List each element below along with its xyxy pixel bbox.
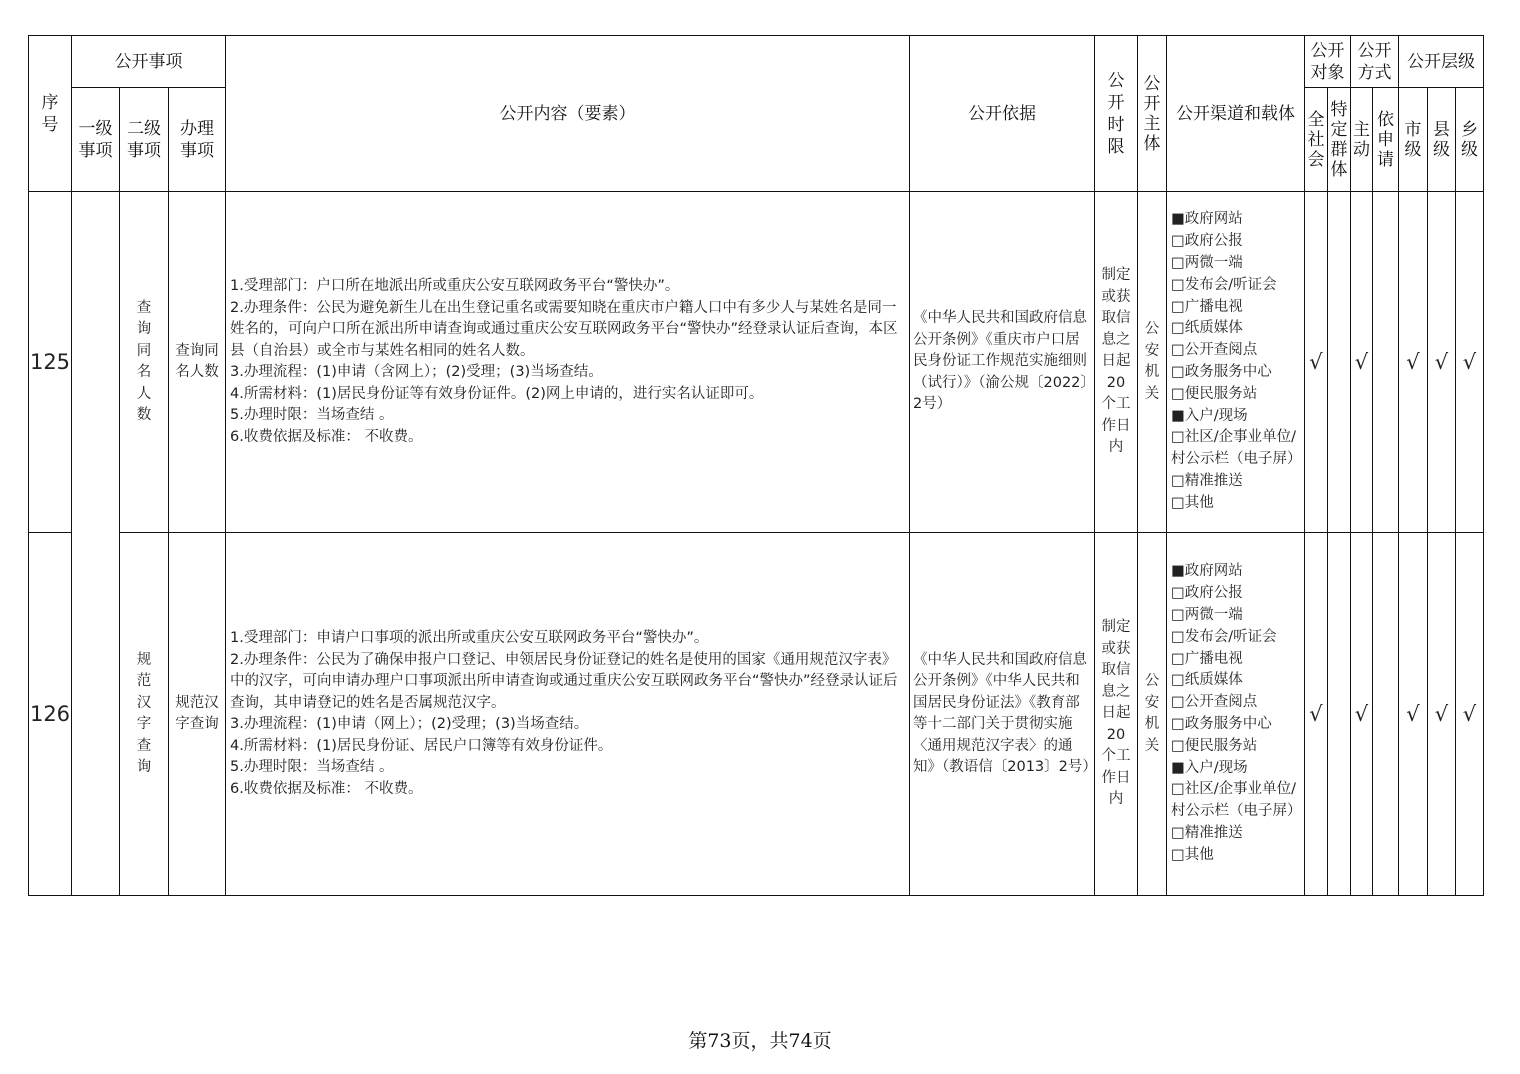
content-line: 2.办理条件：公民为了确保申报户口登记、申领居民身份证登记的姓名是使用的国家《通用规范汉字表》中的汉字，可向申请办理户口事项派出所申请查询或通过重庆公安互联网政务平台“警快办”经登录认证后查询，其申请登记的姓名是否属规范汉字。 [230, 651, 898, 711]
channel-item: □便民服务站 [1171, 385, 1258, 402]
check-method-request [1373, 533, 1399, 896]
row-handle: 规范汉字查询 [169, 533, 226, 896]
row-content [226, 533, 910, 896]
content-line: 5.办理时限：当场查结 。 [230, 759, 394, 775]
channel-item: □政务服务中心 [1171, 716, 1272, 732]
row-seq: 126 [29, 533, 72, 896]
channel-item: □便民服务站 [1171, 737, 1258, 754]
check-target-all: √ [1305, 192, 1328, 533]
channel-item: □发布会/听证会 [1171, 276, 1277, 293]
header-seq: 序号 [29, 36, 72, 192]
check-method-request [1373, 192, 1399, 533]
content-line: 4.所需材料：(1)居民身份证、居民户口簿等有效身份证件。 [230, 737, 613, 754]
disclosure-table [28, 35, 1484, 896]
row-level2: 规范汉字查询 [120, 533, 169, 896]
header-target-specific: 特定群体 [1328, 88, 1351, 192]
channel-item: □政府公报 [1171, 233, 1243, 250]
check-level-town: √ [1456, 192, 1484, 533]
check-target-specific [1328, 533, 1351, 896]
row-level2: 查询同名人数 [120, 192, 169, 533]
header-method-request: 依申请 [1373, 88, 1399, 192]
check-level-county: √ [1428, 192, 1456, 533]
check-level-city: √ [1399, 192, 1428, 533]
channel-item: □纸质媒体 [1171, 320, 1243, 337]
channel-item: □两微一端 [1171, 607, 1243, 624]
row-channels [1167, 533, 1305, 896]
check-level-city: √ [1399, 533, 1428, 896]
channel-item: □公开查阅点 [1171, 342, 1258, 359]
table-row [29, 192, 1484, 533]
check-target-all: √ [1305, 533, 1328, 896]
channel-item: □两微一端 [1171, 255, 1243, 272]
header-level-city: 市级 [1399, 88, 1428, 192]
channel-item: □纸质媒体 [1171, 672, 1243, 689]
content-line: 1.受理部门：申请户口事项的派出所或重庆公安互联网政务平台“警快办”。 [230, 630, 709, 646]
content-line: 3.办理流程：(1)申请（网上）；(2)受理；(3)当场查结。 [230, 716, 589, 732]
row-handle: 查询同名人数 [169, 192, 226, 533]
content-line: 3.办理流程：(1)申请（含网上）；(2)受理；(3)当场查结。 [230, 364, 603, 380]
header-time-limit: 公开时限 [1095, 36, 1138, 192]
row-level1 [72, 192, 120, 896]
header-method-active: 主动 [1351, 88, 1373, 192]
header-target: 公开对象 [1305, 36, 1351, 88]
header-level1: 一级事项 [72, 88, 120, 192]
check-level-county: √ [1428, 533, 1456, 896]
channel-item: □公开查阅点 [1171, 694, 1258, 711]
channel-item: ■政府网站 [1171, 563, 1243, 580]
content-line: 6.收费依据及标准： 不收费。 [230, 428, 423, 445]
check-method-active: √ [1351, 192, 1373, 533]
channel-item: □社区/企事业单位/村公示栏（电子屏） [1171, 429, 1302, 468]
header-level-county: 县级 [1428, 88, 1456, 192]
header-content: 公开内容（要素） [226, 36, 910, 192]
header-basis: 公开依据 [910, 36, 1095, 192]
row-basis: 《中华人民共和国政府信息公开条例》《中华人民共和国居民身份证法》《教育部等十二部门关于贯彻实施〈通用规范汉字表〉的通知》（教语信〔2013〕2号） [910, 533, 1095, 896]
channel-item: □其他 [1171, 846, 1214, 863]
row-time-limit: 制定或获取信息之日起20个工作日内 [1095, 192, 1138, 533]
channel-item: ■政府网站 [1171, 211, 1243, 228]
header-target-all: 全社会 [1305, 88, 1328, 192]
check-target-specific [1328, 192, 1351, 533]
header-method: 公开方式 [1351, 36, 1399, 88]
channel-item: □政府公报 [1171, 585, 1243, 602]
header-level-town: 乡级 [1456, 88, 1484, 192]
row-channels [1167, 192, 1305, 533]
channel-item: □政务服务中心 [1171, 364, 1272, 380]
content-line: 1.受理部门：户口所在地派出所或重庆公安互联网政务平台“警快办”。 [230, 278, 680, 294]
row-content [226, 192, 910, 533]
channel-item: ■入户/现场 [1171, 759, 1248, 776]
page-footer: 第73页，共74页 [688, 1030, 832, 1052]
header-handle: 办理事项 [169, 88, 226, 192]
table-row [29, 533, 1484, 896]
channel-item: □精准推送 [1171, 472, 1243, 489]
channel-item: ■入户/现场 [1171, 407, 1248, 424]
row-time-limit: 制定或获取信息之日起20个工作日内 [1095, 533, 1138, 896]
channel-item: □广播电视 [1171, 650, 1243, 667]
header-public-items: 公开事项 [72, 36, 226, 88]
content-line: 4.所需材料：(1)居民身份证等有效身份证件。(2)网上申请的，进行实名认证即可。 [230, 385, 764, 402]
content-line: 2.办理条件：公民为避免新生儿在出生登记重名或需要知晓在重庆市户籍人口中有多少人与某姓名是同一姓名的，可向户口所在派出所申请查询或通过重庆公安互联网政务平台“警快办”经登录认证后查询，本区县（自治县）或全市与某姓名相同的姓名人数。 [230, 299, 898, 359]
check-level-town: √ [1456, 533, 1484, 896]
header-channel: 公开渠道和载体 [1167, 36, 1305, 192]
row-subject: 公安机关 [1138, 192, 1167, 533]
channel-item: □精准推送 [1171, 824, 1243, 841]
check-method-active: √ [1351, 533, 1373, 896]
content-line: 5.办理时限：当场查结 。 [230, 407, 394, 423]
channel-item: □发布会/听证会 [1171, 628, 1277, 645]
row-seq: 125 [29, 192, 72, 533]
channel-item: □社区/企事业单位/村公示栏（电子屏） [1171, 781, 1302, 820]
header-level2: 二级事项 [120, 88, 169, 192]
row-subject: 公安机关 [1138, 533, 1167, 896]
row-basis: 《中华人民共和国政府信息公开条例》《重庆市户口居民身份证工作规范实施细则（试行）》（渝公规〔2022〕2号） [910, 192, 1095, 533]
channel-item: □其他 [1171, 494, 1214, 511]
header-level: 公开层级 [1399, 36, 1484, 88]
header-subject: 公开主体 [1138, 36, 1167, 192]
channel-item: □广播电视 [1171, 298, 1243, 315]
content-line: 6.收费依据及标准： 不收费。 [230, 780, 423, 797]
